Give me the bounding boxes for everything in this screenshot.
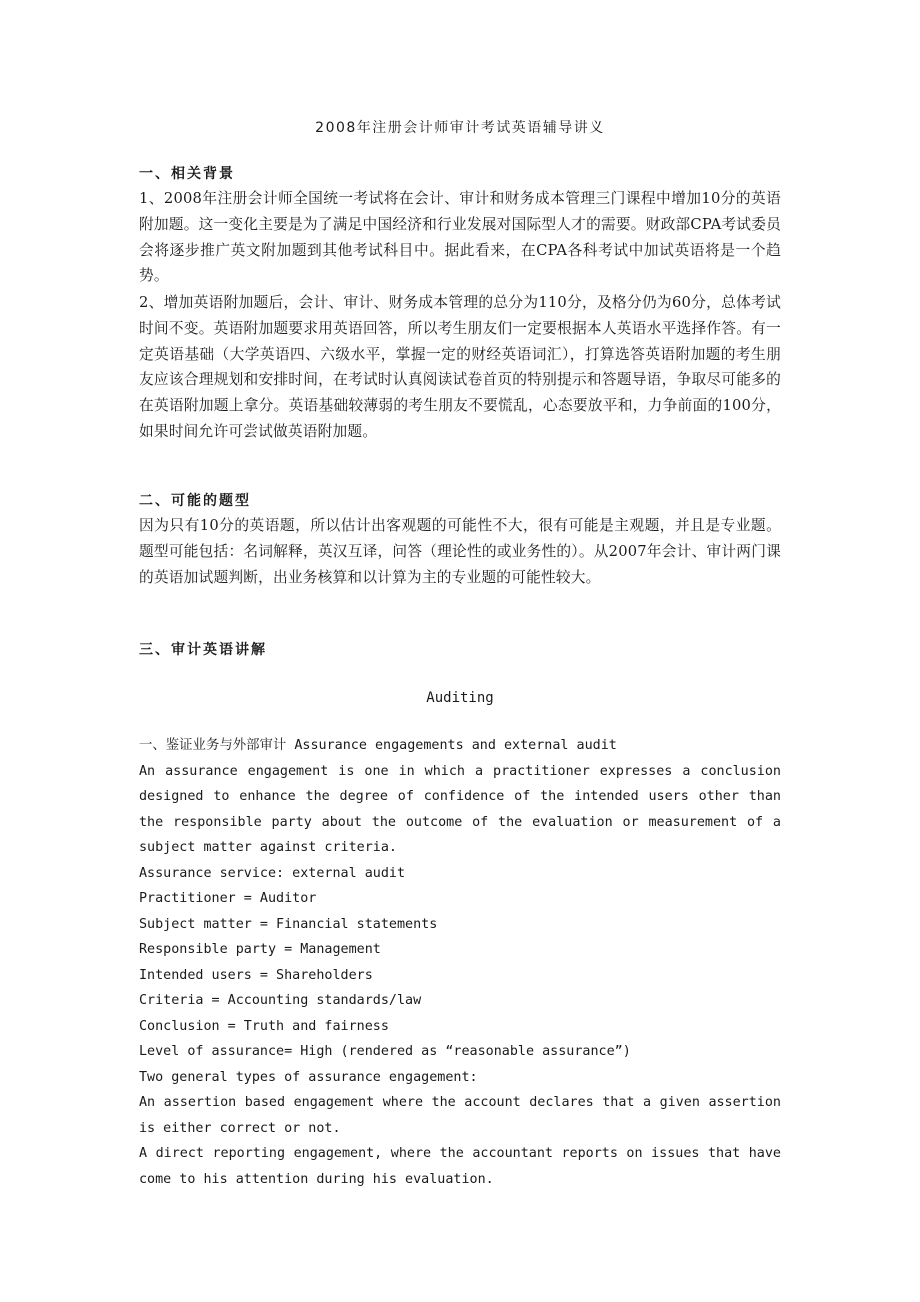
auditing-title: Auditing: [426, 690, 494, 706]
paragraph-background-2: 2、增加英语附加题后，会计、审计、财务成本管理的总分为110分，及格分仍为60分，总体考试时间不变。英语附加题要求用英语回答，所以考生朋友们一定要根据本人英语水平选择作答。有一定英语基础（大学英语四、六级水平，掌握一定的财经英语词汇），打算选答英语附加题的考生朋友应该合理规划和安排时间，在考试时认真阅读试卷首页的特别提示和答题导语，争取尽可能多的在英语附加题上拿分。英语基础较薄弱的考生朋友不要慌乱，心态要放平和，力争前面的100分，如果时间允许可尝试做英语附加题。: [139, 294, 781, 440]
auditing-content: [139, 733, 781, 1192]
assurance-definition: An assurance engagement is one in which a practitioner expresses a conclusion designed to enhance the degree of confidence of the intended users other than the responsible party about the outcome of the evaluation or measurement of a subject matter against criteria.: [139, 763, 781, 855]
paragraph-background-1: 1、2008年注册会计师全国统一考试将在会计、审计和财务成本管理三门课程中增加10分的英语附加题。这一变化主要是为了满足中国经济和行业发展对国际型人才的需要。财政部CPA考试委员会将逐步推广英文附加题到其他考试科目中。据此看来，在CPA各科考试中加试英语将是一个趋势。: [139, 190, 781, 285]
auditing-item: Responsible party = Management: [139, 942, 381, 957]
auditing-item: Criteria = Accounting standards/law: [139, 993, 422, 1008]
auditing-subheading: 一、鉴证业务与外部审计 Assurance engagements and external audit: [139, 738, 617, 753]
auditing-item: Conclusion = Truth and fairness: [139, 1018, 389, 1034]
auditing-item: Level of assurance= High (rendered as “reasonable assurance”): [139, 1044, 631, 1059]
auditing-item: Assurance service: external audit: [139, 865, 406, 881]
paragraph-question-types: 因为只有10分的英语题，所以估计出客观题的可能性不大，很有可能是主观题，并且是专业题。题型可能包括：名词解释，英汉互译，问答（理论性的或业务性的）。从2007年会计、审计两门课的英语加试题判断，出业务核算和以计算为主的专业题的可能性较大。: [139, 517, 781, 586]
section-heading-audit-english: 三、审计英语讲解: [139, 642, 267, 658]
section-heading-background: 一、相关背景: [139, 166, 235, 182]
engagement-type-direct: A direct reporting engagement, where the accountant reports on issues that have come to his attention during his evaluation.: [139, 1146, 781, 1187]
engagement-type-assertion: An assertion based engagement where the account declares that a given assertion is either correct or not.: [139, 1095, 781, 1136]
auditing-item: Intended users = Shareholders: [139, 967, 373, 983]
document-title: 2008年注册会计师审计考试英语辅导讲义: [315, 120, 605, 136]
auditing-item: Two general types of assurance engagement:: [139, 1069, 478, 1085]
section-heading-question-types: 二、可能的题型: [139, 493, 251, 509]
auditing-item: Subject matter = Financial statements: [139, 916, 438, 932]
auditing-item: Practitioner = Auditor: [139, 891, 317, 906]
